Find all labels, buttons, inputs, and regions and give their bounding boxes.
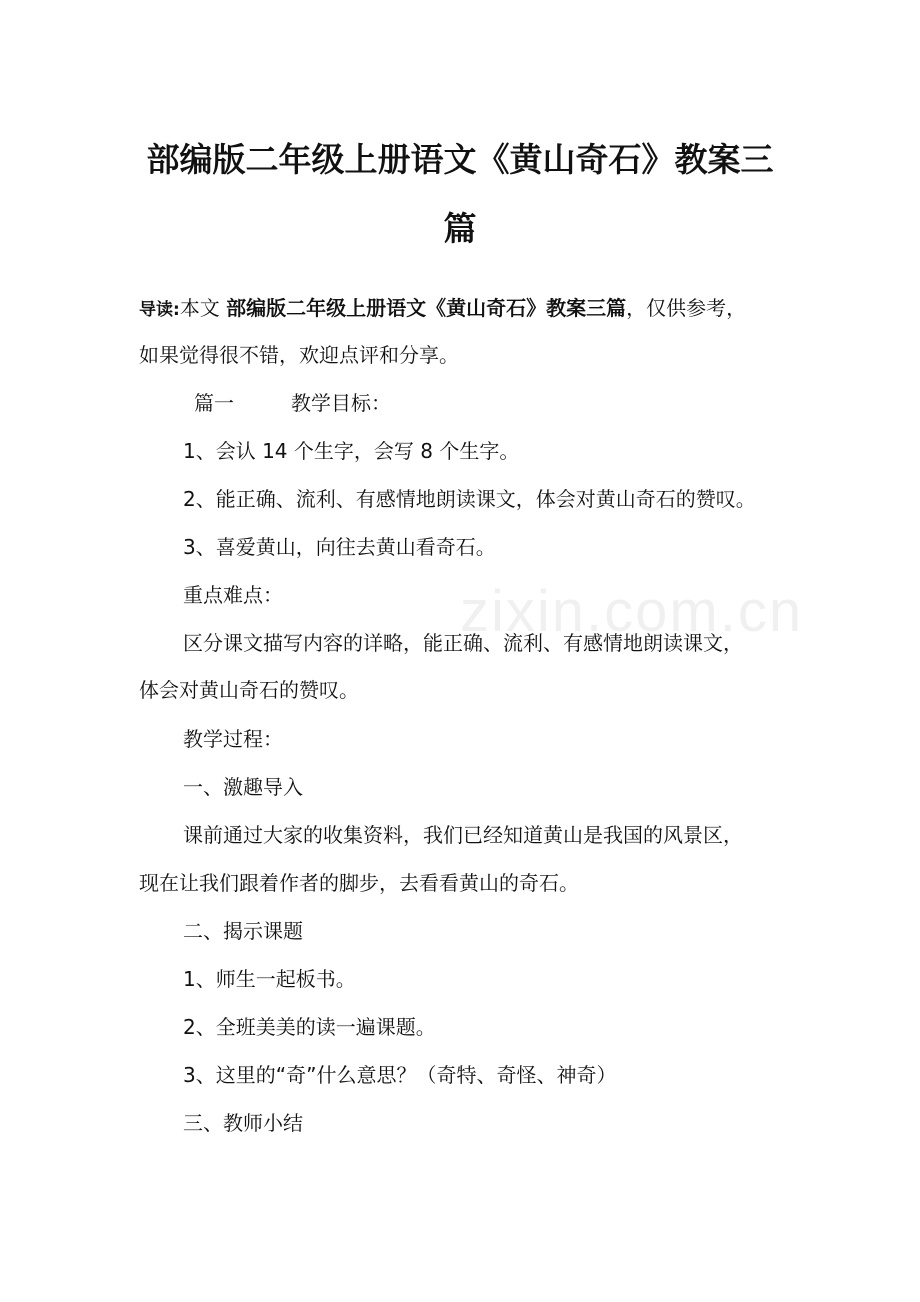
lead-paragraph-line1 [139,295,746,323]
step1-heading: 一、激趣导入 [183,775,303,799]
document-title-line2: 篇 [443,209,477,248]
goal-item: 1、会认 14 个生字，会写 8 个生字。 [183,439,520,463]
lead-prefix: 本文 [179,296,227,320]
step2-item: 3、这里的“奇”什么意思？（奇特、奇怪、神奇） [183,1063,617,1087]
key-points-line1: 区分课文描写内容的详略，能正确、流利、有感情地朗读课文， [183,631,743,655]
section-goals-label: 教学目标： [291,391,391,415]
step2-item: 1、师生一起板书。 [183,967,356,991]
step2-heading: 二、揭示课题 [183,919,303,943]
key-points-line2: 体会对黄山奇石的赞叹。 [139,678,359,702]
key-points-label: 重点难点： [183,583,283,607]
lead-label: 导读: [139,300,180,320]
document-title-line1: 部编版二年级上册语文《黄山奇石》教案三 [146,140,774,179]
goal-item: 3、喜爱黄山，向往去黄山看奇石。 [183,535,496,559]
lead-bold-title: 部编版二年级上册语文《黄山奇石》教案三篇 [226,296,627,320]
lead-paragraph-line2: 如果觉得很不错，欢迎点评和分享。 [139,343,459,367]
goal-item: 2、能正确、流利、有感情地朗读课文，体会对黄山奇石的赞叹。 [183,487,756,511]
process-label: 教学过程： [183,727,283,751]
watermark: zixin.com.cn [460,579,804,644]
step3-heading: 三、教师小结 [183,1111,303,1135]
lead-suffix: ，仅供参考， [626,296,747,320]
step2-item: 2、全班美美的读一遍课题。 [183,1015,436,1039]
section-part-label: 篇一 [194,391,234,415]
step1-line1: 课前通过大家的收集资料，我们已经知道黄山是我国的风景区， [183,823,743,847]
step1-line2: 现在让我们跟着作者的脚步，去看看黄山的奇石。 [139,871,579,895]
